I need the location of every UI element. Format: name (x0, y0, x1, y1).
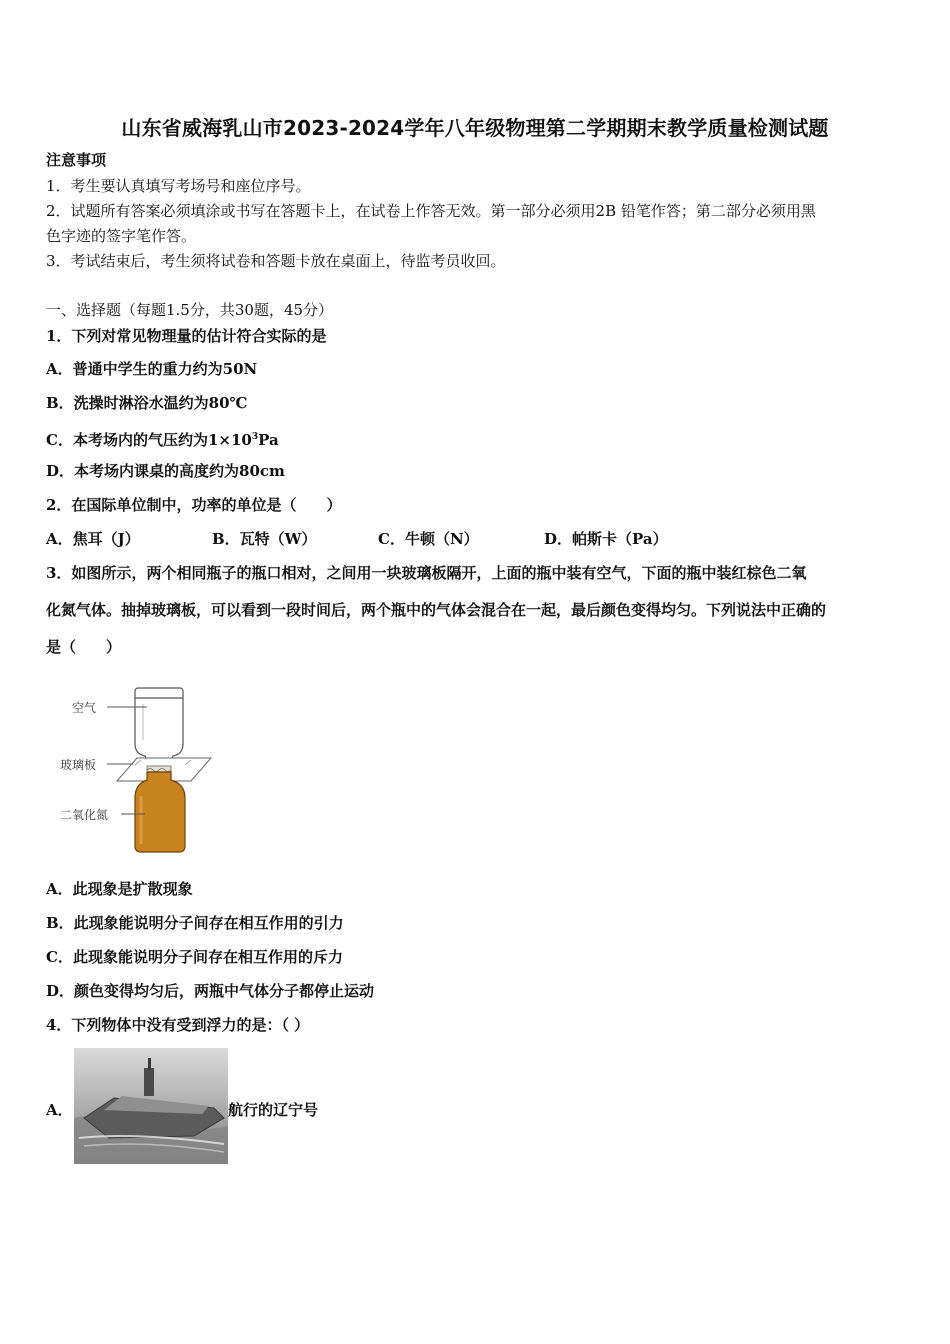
question-1-option-d: D．本考场内课桌的高度约为80cm (46, 462, 285, 480)
question-1-option-c (46, 427, 279, 450)
question-1-option-b: B．洗操时淋浴水温约为80℃ (46, 394, 248, 412)
carrier-island (144, 1068, 154, 1096)
question-3-stem-line-2: 化氮气体。抽掉玻璃板，可以看到一段时间后，两个瓶中的气体会混合在一起，最后颜色变得均匀。下列说法中正确的 (46, 601, 827, 619)
notice-item-1: 1．考生要认真填写考场号和座位序号。 (46, 177, 311, 195)
question-3-option-c: C．此现象能说明分子间存在相互作用的斥力 (46, 948, 343, 966)
page-title: 山东省威海乳山市2023-2024学年八年级物理第二学期期末教学质量检测试题 (121, 116, 829, 140)
question-2-option-a: A．焦耳（J） (46, 530, 140, 548)
notice-heading: 注意事项 (46, 151, 107, 169)
question-2-option-b: B．瓦特（W） (212, 530, 317, 548)
notice-item-2-cont: 色字迹的签字笔作答。 (46, 227, 197, 245)
question-4-stem: 4．下列物体中没有受到浮力的是：（ ） (46, 1016, 310, 1034)
aircraft-carrier-photo (74, 1048, 228, 1164)
question-2-stem: 2．在国际单位制中，功率的单位是（ ） (46, 496, 342, 514)
question-1-option-a: A．普通中学生的重力约为50N (46, 360, 258, 378)
question-3-option-b: B．此现象能说明分子间存在相互作用的引力 (46, 914, 344, 932)
notice-item-3: 3．考试结束后，考生须将试卷和答题卡放在桌面上，待监考员收回。 (46, 252, 506, 270)
label-glass-plate: 玻璃板 (60, 758, 97, 772)
label-no2: 二氧化氮 (60, 808, 109, 822)
question-3-option-a: A．此现象是扩散现象 (46, 880, 193, 898)
question-3-stem-line-1: 3．如图所示，两个相同瓶子的瓶口相对，之间用一块玻璃板隔开，上面的瓶中装有空气，下面的瓶中装红棕色二氧 (46, 564, 807, 582)
diffusion-figure (55, 680, 225, 860)
question-3-stem-line-3: 是（ ） (46, 638, 122, 656)
question-1-option-c-unit: Pa (258, 431, 279, 449)
question-2-option-d: D．帕斯卡（Pa） (544, 530, 668, 548)
question-3-option-d: D．颜色变得均匀后，两瓶中气体分子都停止运动 (46, 982, 375, 1000)
question-1-option-c-exponent: 3 (251, 432, 259, 442)
section-heading: 一、选择题（每题1.5分，共30题，45分） (46, 301, 334, 319)
question-1-option-c-text: C．本考场内的气压约为1×10 (46, 431, 252, 449)
notice-item-2: 2．试题所有答案必须填涂或书写在答题卡上，在试卷上作答无效。第一部分必须用2B 铅笔作答；第二部分必须用黑 (46, 202, 816, 220)
label-air: 空气 (72, 701, 97, 715)
question-1-stem: 1．下列对常见物理量的估计符合实际的是 (46, 327, 327, 345)
carrier-illustration (74, 1048, 228, 1164)
question-4-option-a-letter: A． (46, 1101, 73, 1119)
question-4-option-a-text: 航行的辽宁号 (228, 1101, 319, 1119)
question-2-option-c: C．牛顿（N） (378, 530, 479, 548)
